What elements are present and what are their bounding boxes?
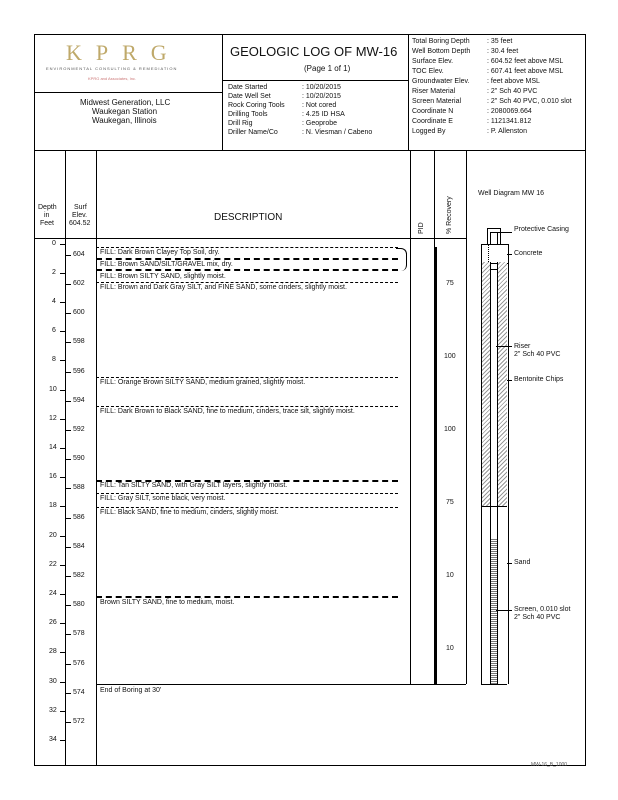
client-location: Waukegan, Illinois [92,116,157,125]
elev-tick [66,576,71,577]
info-label: Groundwater Elev. [412,78,470,85]
info-value: : Geoprobe [302,120,338,127]
elev-tick [66,547,71,548]
info-value: : 35 feet [487,38,513,45]
info-label: Logged By [412,128,446,135]
layer-description: FILL: Brown and Dark Gray SILT, and FINE SAND, some cinders, slightly moist. [100,284,347,291]
footer-stamp: MW-16_B_1000 [531,762,568,768]
column-header-bottom [34,238,466,239]
elev-tick [66,342,71,343]
logo-tagline: ENVIRONMENTAL CONSULTING & REMEDIATION [46,66,178,71]
depth-tick-label: 32 [49,707,57,714]
depth-tick [60,506,65,507]
depth-tick-label: 6 [52,327,56,334]
info-value: : 2" Sch 40 PVC [487,88,538,95]
info-value: : P. Allenston [487,128,527,135]
elev-tick [66,284,71,285]
well-label: 2" Sch 40 PVC [514,351,561,358]
elev-tick [66,634,71,635]
title-divider [222,80,408,81]
elev-tick-label: 604 [73,251,85,258]
info-label: Screen Material [412,98,462,105]
depth-tick [60,244,65,245]
depth-tick-label: 10 [49,386,57,393]
leader-line [507,254,512,255]
description-header: DESCRIPTION [214,212,283,223]
layer-boundary [96,684,410,685]
depth-tick-label: 14 [49,444,57,451]
elev-tick [66,372,71,373]
info-label: Coordinate N [412,108,454,115]
info-label: Drill Rig [228,120,253,127]
depth-tick [60,331,65,332]
depth-tick-label: 16 [49,473,57,480]
layer-boundary [96,377,398,378]
depth-tick-label: 20 [49,532,57,539]
layer-boundary [96,596,398,598]
well-label: 2" Sch 40 PVC [514,614,561,621]
elev-tick-label: 572 [73,718,85,725]
depth-tick [60,594,65,595]
elev-tick-label: 594 [73,397,85,404]
info-label: Drilling Tools [228,111,268,118]
layer-boundary [96,282,398,283]
elev-tick [66,255,71,256]
well-bottom [481,684,507,685]
recovery-header: % Recovery [446,196,453,234]
pid-header: PID [418,222,425,234]
layer-description: FILL: Orange Brown SILTY SAND, medium grained, slightly moist. [100,379,306,386]
layer-description: FILL: Gray SILT, some black, very moist. [100,495,226,502]
info-value: : 30.4 feet [487,48,519,55]
well-label: Concrete [514,250,543,257]
elev-tick [66,518,71,519]
depth-tick-label: 22 [49,561,57,568]
layer-boundary [96,507,398,508]
depth-tick [60,273,65,274]
well-label: Riser [514,343,531,350]
layer-offset-mark [396,248,407,271]
layer-description: FILL: Black SAND, fine to medium, cinders, slightly moist. [100,509,279,516]
elev-column-border [96,150,97,766]
depth-tick [60,682,65,683]
depth-tick [60,623,65,624]
elev-tick-label: 600 [73,309,85,316]
elev-tick [66,430,71,431]
elev-tick-label: 592 [73,426,85,433]
depth-tick-label: 18 [49,502,57,509]
elev-tick-label: 596 [73,368,85,375]
elev-tick-label: 590 [73,455,85,462]
info-label: TOC Elev. [412,68,444,75]
recovery-value: 75 [446,499,454,506]
well-diagram-header: Well Diagram MW 16 [478,190,544,197]
recovery-value: 75 [446,280,454,287]
info-label: Riser Material [412,88,456,95]
layer-boundary [96,258,398,260]
elev-tick [66,313,71,314]
header-divider [34,92,222,93]
info-label: Well Bottom Depth [412,48,471,55]
depth-tick [60,448,65,449]
elev-tick [66,693,71,694]
desc-column-border [410,150,411,684]
leader-line [496,610,512,611]
leader-line [496,346,512,347]
recovery-column-border [466,150,467,684]
layer-description: FILL: Tan SILTY SAND, with Gray SILT layers, slightly moist. [100,482,288,489]
elev-tick-label: 582 [73,572,85,579]
info-value: : 10/20/2015 [302,93,341,100]
info-value: : feet above MSL [487,78,540,85]
depth-tick-label: 2 [52,269,56,276]
elev-tick-label: 586 [73,514,85,521]
layer-description: FILL: Brown SILTY SAND, slightly moist. [100,273,226,280]
recovery-bar-edge [434,247,437,684]
recovery-bar [434,247,466,684]
elev-header: Elev. [72,212,88,219]
layer-boundary [96,247,398,248]
elev-tick-label: 580 [73,601,85,608]
depth-tick [60,302,65,303]
depth-tick-label: 30 [49,678,57,685]
layer-boundary [96,269,398,271]
depth-column-border [65,150,66,766]
depth-tick-label: 28 [49,648,57,655]
depth-tick [60,652,65,653]
layer-description: Brown SILTY SAND, fine to medium, moist. [100,599,235,606]
depth-tick [60,477,65,478]
elev-tick-label: 588 [73,484,85,491]
well-label: Screen, 0.010 slot [514,606,571,613]
depth-header: in [44,212,50,219]
elev-tick-label: 578 [73,630,85,637]
recovery-value: 100 [444,353,456,360]
client-name: Midwest Generation, LLC [80,98,171,107]
elev-tick-label: 584 [73,543,85,550]
depth-tick-label: 24 [49,590,57,597]
depth-header: Depth [38,204,57,211]
well-screen [490,538,498,684]
info-value: : Not cored [302,102,337,109]
well-label: Protective Casing [514,226,569,233]
depth-tick-label: 0 [52,240,56,247]
elev-header: Surf [74,204,87,211]
leader-line [496,232,512,233]
well-label: Bentonite Chips [514,376,564,383]
info-value: : 2080069.664 [487,108,532,115]
info-label: Total Boring Depth [412,38,470,45]
recovery-value: 10 [446,645,454,652]
page-number: (Page 1 of 1) [304,64,351,73]
depth-tick [60,419,65,420]
leader-line [507,380,512,381]
depth-tick [60,360,65,361]
leader-line [507,563,512,564]
elev-tick [66,664,71,665]
elev-tick [66,401,71,402]
info-value: : 2" Sch 40 PVC, 0.010 slot [487,98,572,105]
layer-description: FILL: Dark Brown to Black SAND, fine to medium, cinders, trace silt, slightly moist. [100,408,355,415]
info-value: : 604.52 feet above MSL [487,58,564,65]
info-value: : 1121341.812 [487,118,532,125]
recovery-value: 10 [446,572,454,579]
page-title: GEOLOGIC LOG OF MW-16 [230,44,398,59]
depth-tick [60,740,65,741]
info-value: : N. Viesman / Cabeno [302,129,373,136]
header-bottom [34,150,586,151]
depth-tick [60,390,65,391]
info-label: Rock Coring Tools [228,102,285,109]
depth-tick [60,536,65,537]
header-vline-2 [408,34,409,150]
info-value: : 4.25 ID HSA [302,111,345,118]
layer-boundary [96,493,398,494]
header-vline-1 [222,34,223,150]
elev-tick-label: 576 [73,660,85,667]
elev-tick [66,722,71,723]
client-station: Waukegan Station [92,107,158,116]
layer-description: End of Boring at 30' [100,687,162,694]
info-label: Surface Elev. [412,58,454,65]
well-label: Sand [514,559,531,566]
logo: KPRG [66,40,181,65]
info-label: Date Started [228,84,268,91]
elev-tick-label: 602 [73,280,85,287]
elev-header: 604.52 [69,220,91,227]
layer-description: FILL: Brown SAND/SILT/GRAVEL mix, dry. [100,261,233,268]
depth-tick [60,711,65,712]
info-label: Date Well Set [228,93,271,100]
info-value: : 607.41 feet above MSL [487,68,564,75]
logo-company: KPRG and Associates, Inc. [88,76,137,81]
depth-tick-label: 8 [52,356,56,363]
info-label: Driller Name/Co [228,129,278,136]
layer-boundary [96,406,398,407]
depth-header: Feet [40,220,55,227]
elev-tick [66,605,71,606]
depth-tick-label: 4 [52,298,56,305]
info-label: Coordinate E [412,118,453,125]
recovery-value: 100 [444,426,456,433]
depth-tick-label: 26 [49,619,57,626]
elev-tick [66,488,71,489]
info-value: : 10/20/2015 [302,84,341,91]
sand-top [481,506,507,507]
elev-tick [66,459,71,460]
elev-tick-label: 598 [73,338,85,345]
elev-tick-label: 574 [73,689,85,696]
layer-description: FILL: Dark Brown Clayey Top Soil, dry. [100,249,220,256]
depth-tick-label: 12 [49,415,57,422]
depth-tick-label: 34 [49,736,57,743]
depth-tick [60,565,65,566]
